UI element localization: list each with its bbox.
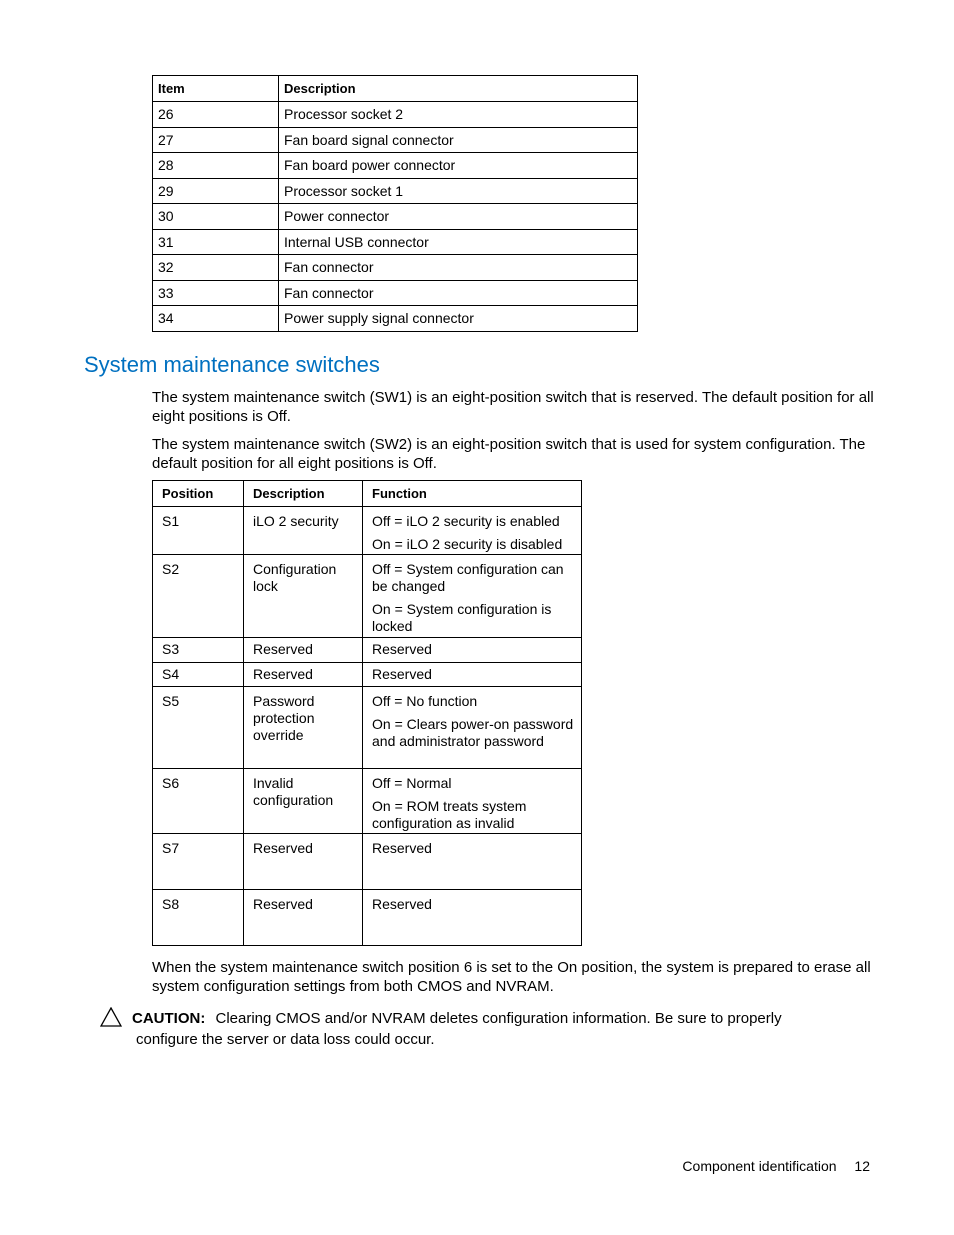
switch-description-cell: Password protection override (244, 687, 363, 769)
function-line: On = System configuration is locked (372, 601, 552, 634)
item-description-cell: Internal USB connector (279, 229, 638, 255)
table-row (153, 102, 638, 128)
function-line: Off = No function (372, 693, 478, 709)
switch-function-cell (363, 662, 582, 687)
table-row (153, 229, 638, 255)
function-line: Reserved (372, 641, 432, 657)
caution-line-1 (132, 1008, 782, 1029)
table-row (153, 178, 638, 204)
switch-position-cell: S2 (153, 555, 244, 638)
switch-description-cell: Reserved (244, 638, 363, 663)
switch-position-cell: S1 (153, 507, 244, 555)
switch-position-cell: S5 (153, 687, 244, 769)
item-description-cell: Power connector (279, 204, 638, 230)
column-header-function: Function (363, 481, 582, 507)
switch-function-cell (363, 834, 582, 890)
table-row (153, 507, 582, 555)
switch-description-cell: Reserved (244, 834, 363, 890)
item-number-cell: 32 (153, 255, 279, 281)
table-row (153, 890, 582, 946)
table-header-row (153, 76, 638, 102)
column-header-item: Item (153, 76, 279, 102)
switch-function-cell (363, 769, 582, 834)
item-description-cell: Processor socket 1 (279, 178, 638, 204)
switch-position-cell: S6 (153, 769, 244, 834)
sw2-paragraph: The system maintenance switch (SW2) is an eight-position switch that is used for system configuration. The default position for all eight positions is Off. (152, 436, 866, 472)
function-line: Reserved (372, 896, 432, 912)
function-line: Reserved (372, 840, 432, 856)
section-title: System maintenance switches (84, 352, 380, 377)
switch-function-cell (363, 507, 582, 555)
table-row (153, 687, 582, 769)
erase-note-paragraph: When the system maintenance switch position 6 is set to the On position, the system is prepared to erase all system configuration settings from both CMOS and NVRAM. (152, 959, 871, 995)
table-row (153, 153, 638, 179)
column-header-position: Position (153, 481, 244, 507)
caution-text: Clearing CMOS and/or NVRAM deletes configuration information. Be sure to properly (215, 1010, 782, 1027)
function-line: On = Clears power-on password and administrator password (372, 716, 574, 749)
table-row (153, 280, 638, 306)
table-row (153, 306, 638, 332)
table-row (153, 127, 638, 153)
item-number-cell: 28 (153, 153, 279, 179)
table-row (153, 638, 582, 663)
item-description-cell: Fan connector (279, 280, 638, 306)
item-description-cell: Processor socket 2 (279, 102, 638, 128)
function-line: Off = Normal (372, 775, 452, 791)
switch-position-cell: S4 (153, 662, 244, 687)
column-header-description: Description (279, 76, 638, 102)
switch-description-cell: Invalid configuration (244, 769, 363, 834)
item-description-cell: Fan connector (279, 255, 638, 281)
footer-section-name: Component identification (682, 1158, 837, 1174)
item-description-cell: Power supply signal connector (279, 306, 638, 332)
switch-function-cell (363, 638, 582, 663)
item-number-cell: 27 (153, 127, 279, 153)
item-description-cell: Fan board signal connector (279, 127, 638, 153)
switch-function-cell (363, 687, 582, 769)
switch-description-cell: Configuration lock (244, 555, 363, 638)
page-number: 12 (854, 1158, 870, 1174)
switch-table (152, 480, 582, 946)
column-header-description: Description (244, 481, 363, 507)
table-row (153, 769, 582, 834)
item-description-cell: Fan board power connector (279, 153, 638, 179)
function-line: Reserved (372, 665, 432, 682)
items-table (152, 75, 638, 332)
switch-function-cell (363, 555, 582, 638)
table-row (153, 555, 582, 638)
table-row (153, 662, 582, 687)
item-number-cell: 33 (153, 280, 279, 306)
function-line: Off = iLO 2 security is enabled (372, 513, 560, 529)
warning-triangle-icon (100, 1007, 122, 1027)
table-row (153, 204, 638, 230)
table-row (153, 255, 638, 281)
switch-position-cell: S7 (153, 834, 244, 890)
table-header-row (153, 481, 582, 507)
table-row (153, 834, 582, 890)
function-line: On = ROM treats system configuration as invalid (372, 798, 527, 831)
item-number-cell: 30 (153, 204, 279, 230)
switch-position-cell: S8 (153, 890, 244, 946)
item-number-cell: 31 (153, 229, 279, 255)
switch-function-cell (363, 890, 582, 946)
caution-line-2: configure the server or data loss could occur. (136, 1031, 435, 1048)
switch-description-cell: Reserved (244, 890, 363, 946)
switch-description-cell: iLO 2 security (244, 507, 363, 555)
sw1-paragraph: The system maintenance switch (SW1) is an eight-position switch that is reserved. The default position for all eight positions is Off. (152, 389, 874, 425)
switch-description-cell: Reserved (244, 662, 363, 687)
caution-label: CAUTION: (132, 1010, 206, 1027)
page-footer (682, 1158, 870, 1174)
switch-position-cell: S3 (153, 638, 244, 663)
item-number-cell: 26 (153, 102, 279, 128)
function-line: On = iLO 2 security is disabled (372, 536, 563, 552)
function-line: Off = System configuration can be changed (372, 561, 564, 594)
item-number-cell: 29 (153, 178, 279, 204)
item-number-cell: 34 (153, 306, 279, 332)
